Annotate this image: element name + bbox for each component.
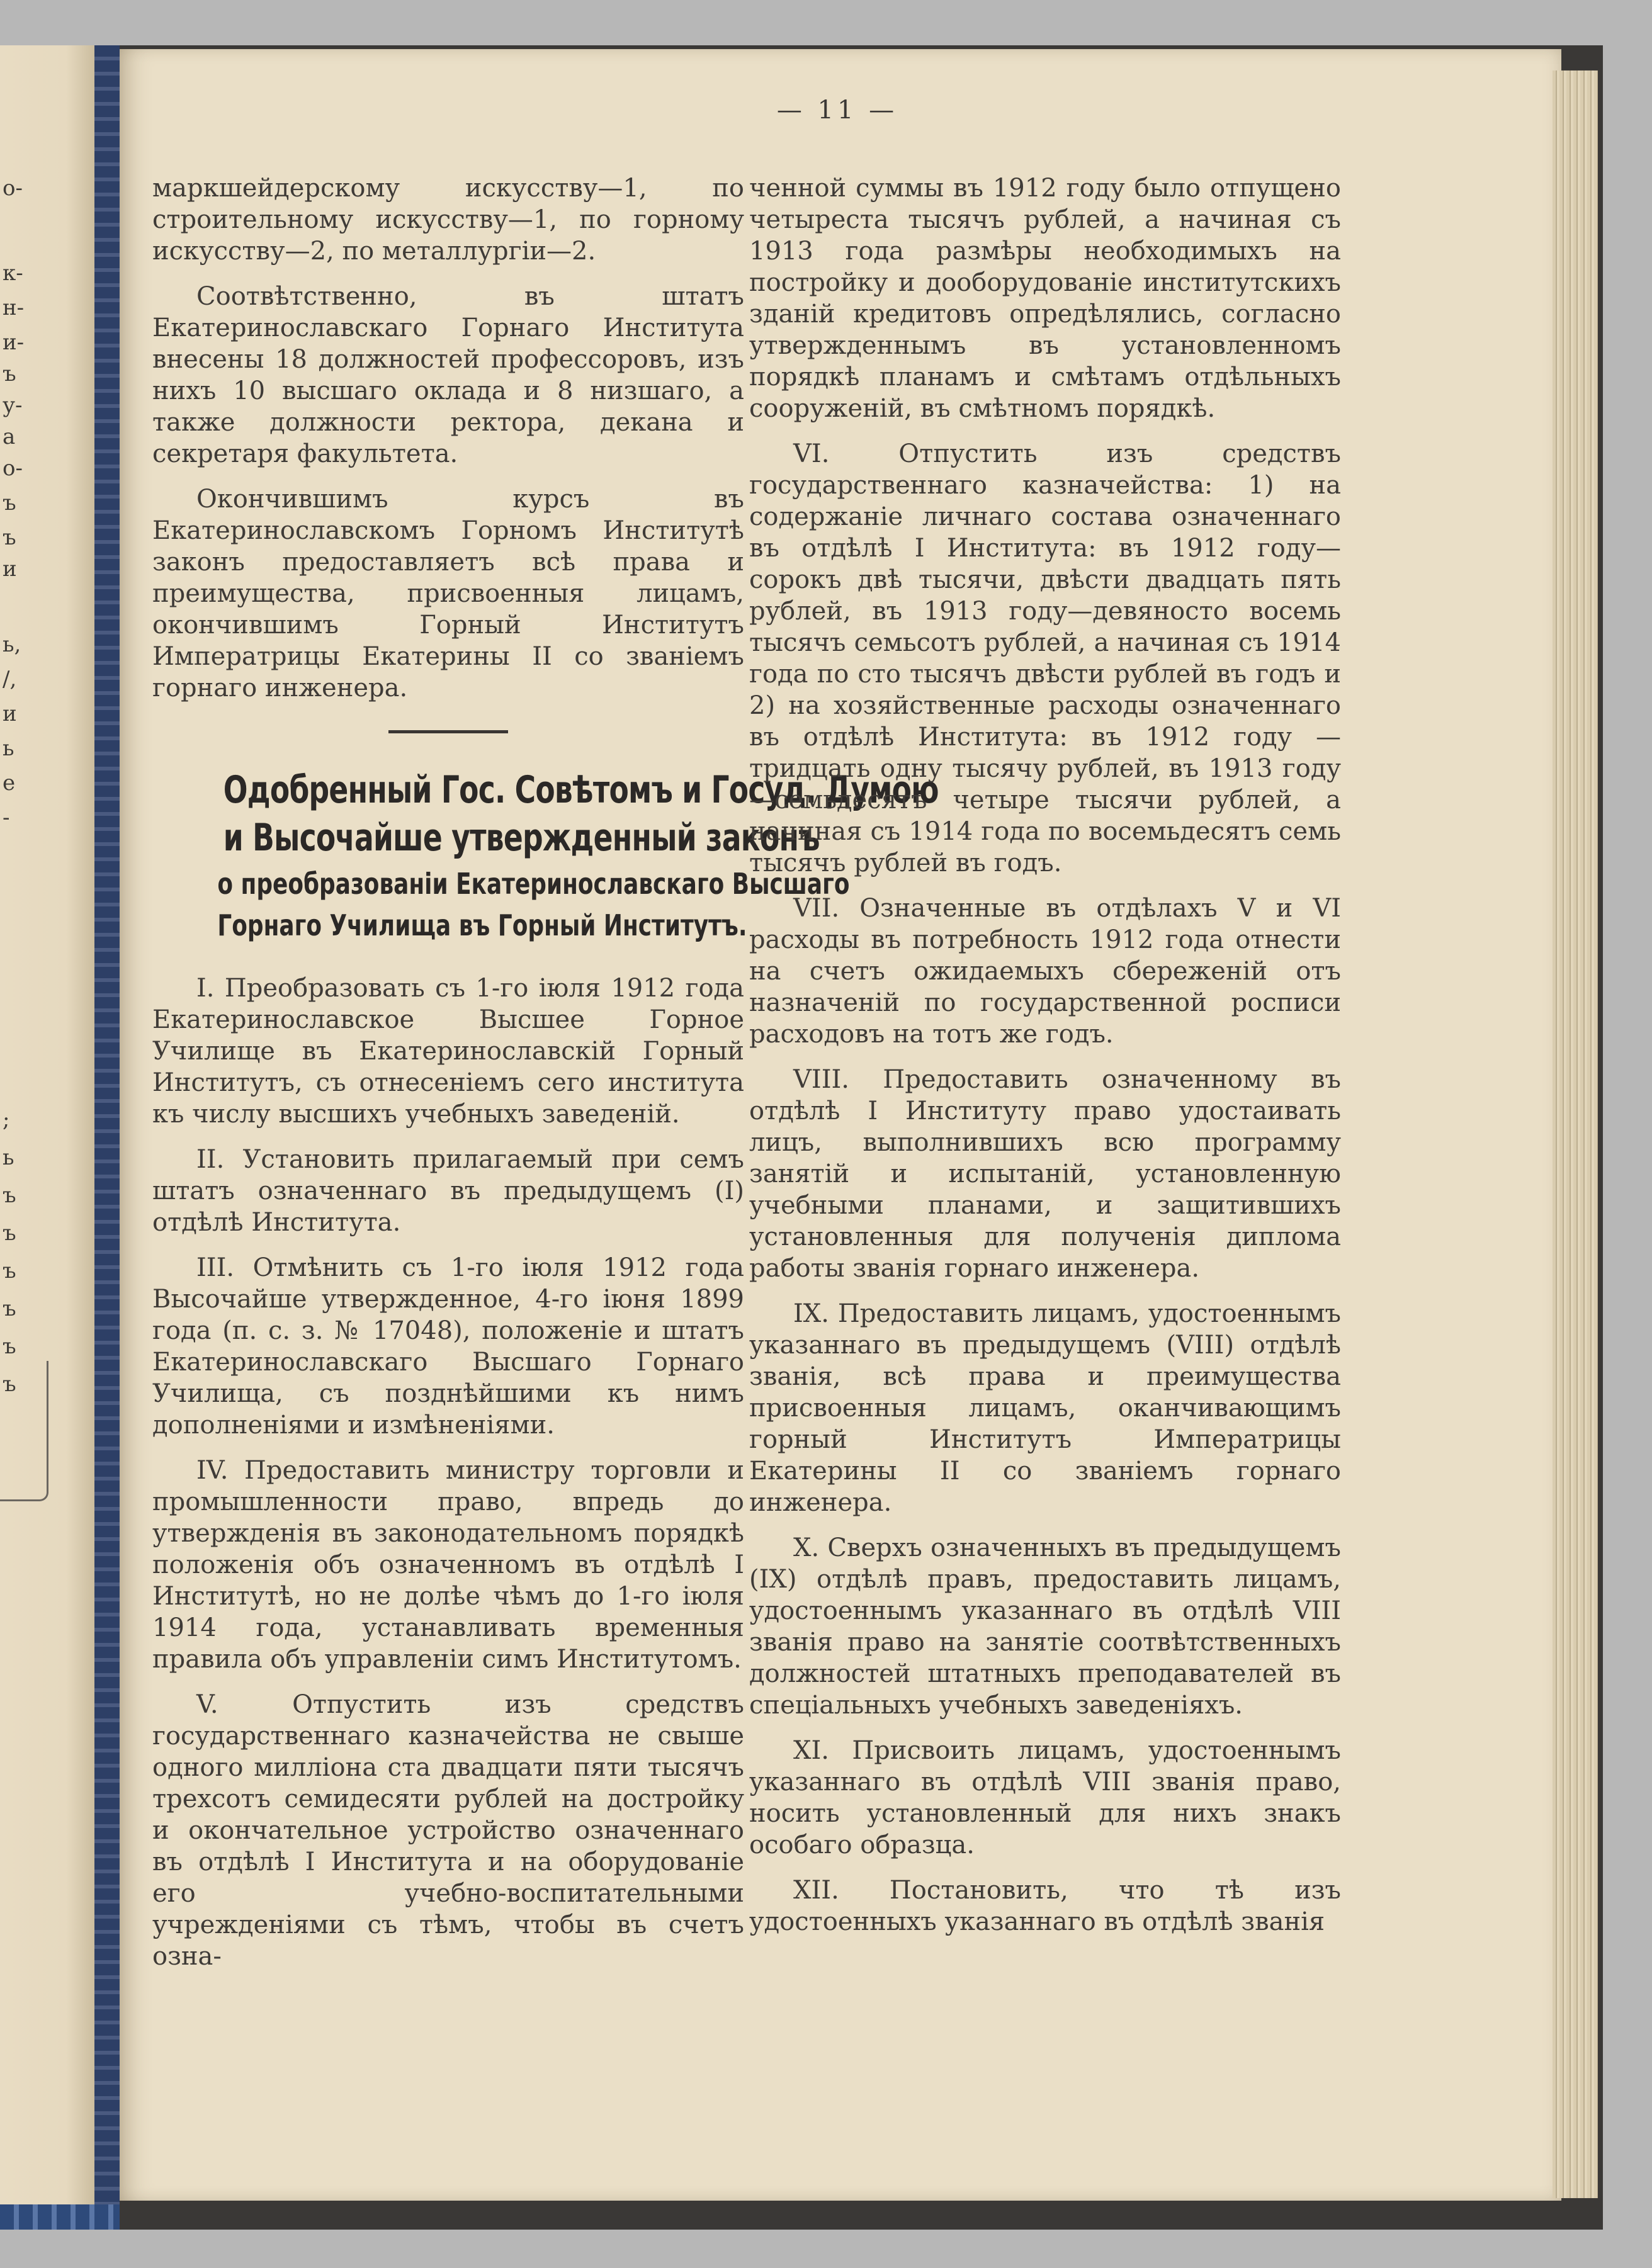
left-fragment: н- [3, 295, 25, 320]
left-fragment: и [3, 556, 17, 582]
left-fragment: ь [3, 736, 14, 761]
page [120, 49, 1561, 2201]
law-section: XII. Постановить, что тѣ изъ удостоенныхъ указаннаго въ отдѣлѣ званія [749, 1876, 1341, 1936]
law-section: III. Отмѣнить съ 1-го іюля 1912 года Высочайше утвержденное, 4-го іюня 1899 года (п. с. з. № 17048), положеніе и штатъ Екатеринославскаго Высшаго Горнаго Училища, съ позднѣйшими къ нимъ дополненіями и измѣненіями. [152, 1253, 744, 1440]
right-column [749, 172, 1341, 1951]
law-subtitle-line: Горнаго Училища въ Горный Институтъ. [217, 908, 747, 942]
left-fragment: ь, [3, 632, 21, 657]
paragraph: маркшейдерскому искусству—1, по строительному искусству—1, по горному искусству—2, по металлургіи—2. [152, 174, 744, 266]
law-section: I. Преобразовать съ 1-го іюля 1912 года Екатеринославское Высшее Горное Училище въ Екатеринославскій Горный Институтъ, съ отнесеніемъ сего института къ числу высшихъ учебныхъ заведеній. [152, 974, 744, 1129]
left-fragment: о- [3, 176, 23, 201]
law-section: VII. Означенные въ отдѣлахъ V и VI расходы въ потребность 1912 года отнести на счетъ ожидаемыхъ сбереженій отъ назначеній по государственной росписи расходовъ на тотъ же годъ. [749, 894, 1341, 1049]
left-fragment: ъ [3, 525, 16, 550]
left-fragment: у- [3, 393, 23, 418]
left-fragment: ъ [3, 361, 16, 386]
left-fragment: е [3, 770, 16, 796]
left-page-bracket [0, 1361, 48, 1501]
left-fragment: ъ [3, 1372, 16, 1397]
law-title-line: Одобренный Гос. Совѣтомъ и Госуд. Думою [223, 768, 939, 812]
left-fragment: ъ [3, 490, 16, 516]
left-fragment: ъ [3, 1258, 16, 1284]
law-title [152, 766, 939, 945]
page-number: — 11 — [776, 96, 898, 125]
paragraph: Соотвѣтственно, въ штатъ Екатеринославскаго Горнаго Института внесены 18 должностей профессоровъ, изъ нихъ 10 высшаго оклада и 8 низшаго, а также должности ректора, декана и секретаря факультета. [152, 282, 744, 468]
left-fragment: к- [3, 261, 23, 286]
left-fragment: - [3, 805, 10, 830]
law-section: II. Установить прилагаемый при семъ штатъ означеннаго въ предыдущемъ (I) отдѣлѣ Института. [152, 1145, 744, 1237]
left-fragment: ; [3, 1107, 10, 1132]
scanned-book-spread [0, 45, 1603, 2230]
law-subtitle-line: о преобразованіи Екатеринославскаго Высшаго [217, 867, 850, 901]
left-fragment: ъ [3, 1296, 16, 1321]
left-fragment: ъ [3, 1221, 16, 1246]
left-fragment: ъ [3, 1183, 16, 1208]
section-divider [388, 730, 508, 733]
law-section: X. Сверхъ означенныхъ въ предыдущемъ (IX) отдѣлѣ правъ, предоставить лицамъ, удостоеннымъ указаннаго въ отдѣлѣ VIII званія право на занятіе соотвѣтственныхъ должностей штатныхъ преподавателей въ спеціальныхъ учебныхъ заведеніяхъ. [749, 1533, 1341, 1720]
left-fragment: и [3, 701, 17, 726]
law-section: IV. Предоставить министру торговли и промышленности право, впредь до утвержденія въ законодательномъ порядкѣ положенія объ означенномъ въ отдѣлѣ I Институтѣ, но не долѣе чѣмъ до 1-го іюля 1914 года, устанавливать временныя правила объ управленіи симъ Институтомъ. [152, 1456, 744, 1674]
paragraph: ченной суммы въ 1912 году было отпущено четыреста тысячъ рублей, а начиная съ 1913 года размѣры необходимыхъ на постройку и дооборудованіе институтскихъ зданій кредитовъ опредѣлялись, согласно утвержденнымъ въ установленномъ порядкѣ планамъ и смѣтамъ отдѣльныхъ сооруженій, въ смѣтномъ порядкѣ. [749, 174, 1341, 423]
law-section: VIII. Предоставить означенному въ отдѣлѣ I Институту право удостаивать лицъ, выполнившихъ всю программу занятій и испытаній, установленную учебными планами, и защитившихъ установленныя для полученія диплома работы званія горнаго инженера. [749, 1065, 1341, 1283]
paragraph: Окончившимъ курсъ въ Екатеринославскомъ Горномъ Институтѣ законъ предоставляетъ всѣ права и преимущества, присвоенныя лицамъ, окончившимъ Горный Институтъ Императрицы Екатерины II со званіемъ горнаго инженера. [152, 485, 744, 702]
left-column [152, 172, 939, 1986]
left-fragment: ь [3, 1145, 14, 1170]
book-spine [94, 45, 120, 2230]
left-fragment: ъ [3, 1334, 16, 1359]
left-fragment: о- [3, 456, 23, 481]
binding-bottom [0, 2204, 120, 2230]
left-fragment: а [3, 424, 16, 449]
left-fragment: /, [3, 667, 17, 692]
page-edges [1553, 71, 1598, 2198]
law-section: V. Отпустить изъ средствъ государственнаго казначейства не свыше одного милліона ста двадцати пяти тысячъ трехсотъ семидесяти рублей на достройку и окончательное устройство означеннаго въ отдѣлѣ I Института и на оборудованіе его учебно-воспитательными учрежденіями съ тѣмъ, чтобы въ счетъ озна- [152, 1690, 744, 1971]
law-section: IX. Предоставить лицамъ, удостоеннымъ указаннаго въ предыдущемъ (VIII) отдѣлѣ званія, всѣ права и преимущества присвоенныя лицамъ, оканчивающимъ горный Институтъ Императрицы Екатерины II со званіемъ горнаго инженера. [749, 1299, 1341, 1517]
left-page-edge [0, 45, 94, 2230]
law-section: XI. Присвоить лицамъ, удостоеннымъ указаннаго въ отдѣлѣ VIII званія право, носить установленный для нихъ знакъ особаго образца. [749, 1736, 1341, 1859]
law-title-line: и Высочайше утвержденный законъ [223, 816, 820, 860]
left-fragment: и- [3, 330, 25, 355]
law-section: VI. Отпустить изъ средствъ государственнаго казначейства: 1) на содержаніе личнаго состава означеннаго въ отдѣлѣ I Института: въ 1912 году—сорокъ двѣ тысячи, двѣсти двадцать пять рублей, въ 1913 году—девяносто восемь тысячъ семьсотъ рублей, а начиная съ 1914 года по сто тысячъ двѣсти рублей въ годъ и 2) на хозяйственные расходы означеннаго въ отдѣлѣ Института: въ 1912 году —тридцать одну тысячу рублей, въ 1913 году—семьдесятъ четыре тысячи рублей, а начиная съ 1914 года по восемьдесятъ семь тысячъ рублей въ годъ. [749, 439, 1341, 877]
